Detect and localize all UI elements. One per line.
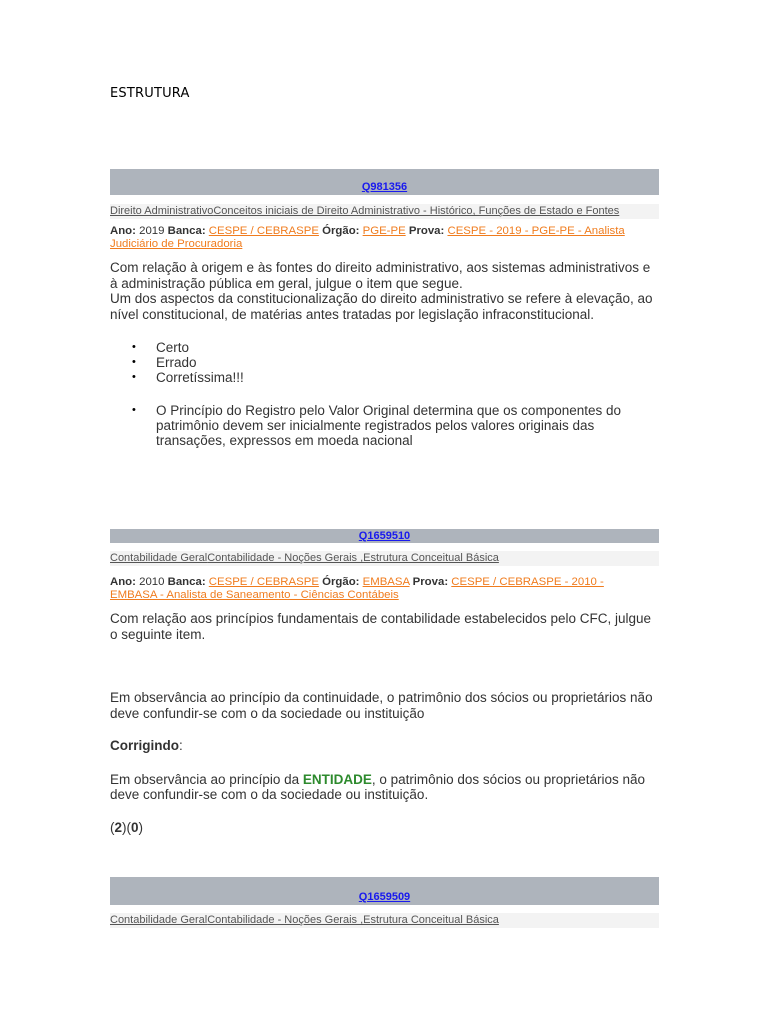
question-meta [110,225,659,251]
question-statement [110,611,659,642]
option-certo[interactable]: • Certo [110,340,659,355]
category-topic-link[interactable]: Conceitos iniciais de Direito Administrativo - Histórico, Funções de Estado e Fontes [213,205,620,217]
correction-colon: : [179,738,183,753]
orgao-link[interactable]: EMBASA [362,576,410,588]
answer-options [110,340,659,385]
orgao-label: Órgão: [322,576,360,588]
category-subject-link[interactable]: Direito Administrativo [110,205,214,217]
banca-label: Banca: [167,225,206,237]
category-topic-link[interactable]: Contabilidade - Noções Gerais ,Estrutura Conceitual Básica [207,914,499,926]
prova-link-continuation[interactable]: EMBASA - Analista de Saneamento - Ciências Contábeis [110,589,399,601]
statement-line: Com relação aos princípios fundamentais de contabilidade estabelecidos pelo CFC, julgue [110,611,652,626]
question-category [110,204,659,219]
category-topic-link[interactable]: Contabilidade - Noções Gerais ,Estrutura Conceitual Básica [207,552,499,564]
item-line: deve confundir-se com o da sociedade ou instituição [110,705,425,721]
score-paren: ( [110,819,115,835]
question-header-bar [110,169,659,195]
question-card-q1659509 [110,877,659,928]
question-id-link[interactable]: Q1659510 [358,530,411,542]
note-list [110,403,659,448]
banca-link[interactable]: CESPE / CEBRASPE [208,225,319,237]
question-header-bar [110,877,659,905]
question-category [110,551,659,566]
prova-link-continuation[interactable]: Judiciário de Procuradoria [110,238,243,250]
document-title: ESTRUTURA [110,86,190,101]
statement-line: nível constitucional, de matérias antes tratadas por legislação infraconstitucional. [110,306,595,322]
prova-label: Prova: [408,225,445,237]
question-header-bar [110,529,659,543]
statement-line: à administração pública em geral, julgue o item que segue. [110,275,463,291]
correction-heading [110,738,659,754]
banca-link[interactable]: CESPE / CEBRASPE [208,576,319,588]
score-paren: )( [122,819,132,835]
question-statement [110,260,659,322]
question-id-link[interactable]: Q981356 [361,181,408,193]
option-errado[interactable]: • Errado [110,355,659,370]
score-value: 0 [131,819,139,835]
ano-value: 2019 [139,225,165,237]
question-meta [110,576,659,602]
correction-text [110,772,659,803]
score-line [110,820,659,836]
ano-label: Ano: [110,576,136,588]
question-card-q1659510 [110,529,659,835]
note-line: O Princípio do Registro pelo Valor Original determina que os componentes do [156,403,622,418]
note-line: patrimônio devem ser inicialmente registrados pelos valores originais das [156,418,595,433]
correction-post: , o patrimônio dos sócios ou proprietários não [371,771,646,787]
question-item [110,690,659,721]
statement-line: Com relação à origem e às fontes do direito administrativo, aos sistemas administrativos e [110,260,651,275]
question-card-q981356 [110,169,659,448]
score-paren: ) [138,819,144,835]
ano-value: 2010 [139,576,165,588]
question-id-link[interactable]: Q1659509 [358,891,411,903]
statement-line: o seguinte item. [110,626,206,642]
question-category [110,913,659,928]
prova-label: Prova: [412,576,449,588]
category-subject-link[interactable]: Contabilidade Geral [110,552,208,564]
correction-pre: Em observância ao princípio da [110,771,303,787]
category-subject-link[interactable]: Contabilidade Geral [110,914,208,926]
correction-line [110,772,659,788]
note-line: transações, expressos em moeda nacional [156,433,413,448]
statement-line: Um dos aspectos da constitucionalização do direito administrativo se refere à elevação, ao [110,291,653,306]
correction-highlight: ENTIDADE [302,771,372,787]
correction-label: Corrigindo [110,738,179,753]
option-corretissima[interactable]: • Corretíssima!!! [110,370,659,385]
banca-label: Banca: [167,576,206,588]
orgao-label: Órgão: [322,225,360,237]
prova-link[interactable]: CESPE - 2019 - PGE-PE - Analista [447,225,625,237]
prova-link[interactable]: CESPE / CEBRASPE - 2010 - [451,576,604,588]
orgao-link[interactable]: PGE-PE [362,225,406,237]
score-value: 2 [114,819,123,835]
ano-label: Ano: [110,225,136,237]
correction-line: deve confundir-se com o da sociedade ou instituição. [110,787,429,802]
item-line: Em observância ao princípio da continuidade, o patrimônio dos sócios ou proprietários não [110,690,653,705]
note-item [110,403,659,448]
